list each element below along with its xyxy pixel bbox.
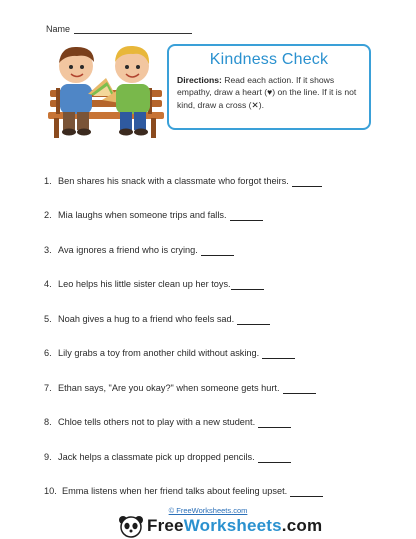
question-number: 5.: [44, 313, 52, 324]
question-text: Chloe tells others not to play with a new student.: [58, 417, 256, 427]
answer-line[interactable]: [262, 348, 295, 359]
question-item: [44, 187, 374, 222]
answer-line[interactable]: [230, 210, 263, 221]
question-number: 9.: [44, 451, 52, 462]
question-item: [44, 428, 374, 463]
copyright-link[interactable]: © FreeWorksheets.com: [168, 506, 248, 515]
question-item: [44, 394, 374, 429]
worksheet-title: Kindness Check: [209, 51, 329, 68]
answer-line[interactable]: [237, 314, 270, 325]
answer-line[interactable]: [201, 245, 234, 256]
answer-line[interactable]: [290, 486, 323, 497]
heart-symbol: ♥: [267, 87, 273, 98]
question-list: [44, 152, 374, 497]
question-number: 3.: [44, 244, 52, 255]
question-number: 8.: [44, 417, 52, 427]
answer-line[interactable]: [292, 176, 322, 187]
directions-part-a: Read each action. If it shows empathy, draw a heart (: [177, 75, 335, 98]
question-number: 2.: [44, 210, 52, 220]
question-text: Leo helps his little sister clean up her toys.: [58, 279, 231, 289]
question-text: Emma listens when her friend talks about feeling upset.: [62, 486, 288, 496]
cross-symbol: ✕: [251, 99, 259, 110]
logo-part-worksheets: Worksheets: [183, 516, 282, 535]
question-number: 6.: [44, 348, 52, 358]
question-item: [44, 290, 374, 325]
panda-mascot-icon: [118, 514, 144, 538]
name-field-row: [46, 24, 192, 34]
answer-line[interactable]: [258, 417, 291, 428]
site-logo: [118, 514, 322, 538]
answer-line[interactable]: [258, 452, 291, 463]
question-item: [44, 359, 374, 394]
question-number: 4.: [44, 279, 52, 289]
answer-line[interactable]: [283, 383, 316, 394]
question-text: Lily grabs a toy from another child without asking.: [58, 348, 260, 358]
question-text: Jack helps a classmate pick up dropped pencils.: [58, 451, 255, 462]
logo-part-free: Free: [147, 516, 184, 535]
question-text: Ethan says, "Are you okay?" when someone gets hurt.: [58, 382, 280, 393]
directions-part-c: ).: [258, 99, 264, 110]
directions-text: [177, 74, 361, 111]
directions-box: [167, 44, 371, 130]
question-text: Mia laughs when someone trips and falls.: [58, 210, 227, 220]
directions-label: Directions:: [177, 75, 222, 85]
question-text: Ben shares his snack with a classmate who forgot theirs.: [58, 175, 289, 186]
answer-line[interactable]: [231, 279, 264, 290]
question-item: [44, 152, 374, 187]
question-number: 7.: [44, 382, 52, 393]
name-label: Name: [46, 24, 71, 34]
question-item: [44, 463, 374, 498]
question-item: [44, 325, 374, 360]
logo-part-com: .com: [281, 516, 323, 535]
question-item: [44, 221, 374, 256]
question-number: 10.: [44, 486, 57, 496]
logo-wordmark: [147, 516, 322, 536]
question-item: [44, 256, 374, 291]
name-input-line[interactable]: [74, 24, 192, 34]
question-text: Noah gives a hug to a friend who feels sad.: [58, 313, 235, 324]
kids-sharing-illustration: [44, 38, 166, 144]
question-number: 1.: [44, 175, 52, 186]
question-text: Ava ignores a friend who is crying.: [58, 244, 198, 255]
directions-part-b: ) on the line. If it is not kind, draw a cross (: [177, 87, 357, 110]
